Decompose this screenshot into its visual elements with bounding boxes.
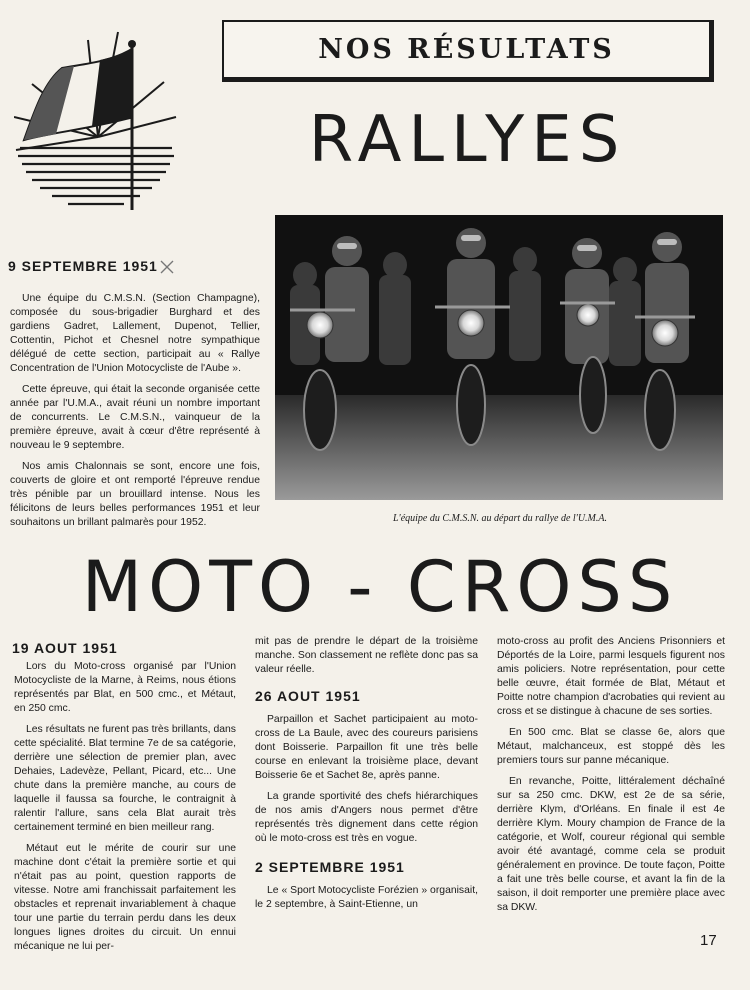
paragraph: Cette épreuve, qui était la seconde organisée cette année par l'U.M.A., avait réuni un nombre important de concurrents. Le C.M.S.N., vainqueur de la première épreuve, avait à cœur d'être représenté à nouveau le 9 septembre. bbox=[10, 384, 260, 451]
motocross-title: MOTO - CROSS bbox=[81, 546, 679, 628]
paragraph: Métaut eut le mérite de courir sur une machine dont c'était la première sortie et qui n'était pas au point, question rapports de vitesse. Notre ami franchissait parfaitement les obstacles et reprenait invariablement à chaque tour une partie du terrain perdu dans les deux longues lignes droites du circuit. Un ennui mécanique ne lui per- bbox=[14, 843, 236, 952]
motocross-date-heading: 26 AOUT 1951 bbox=[255, 688, 361, 704]
paragraph: Nos amis Chalonnais se sont, encore une fois, couverts de gloire et ont remporté l'épreuve rendue très pénible par un brouillard intense. Nous les félicitons de leurs belles performances 1951 et leur souhaitons un brillant palmarès pour 1952. bbox=[10, 461, 260, 528]
paragraph: La grande sportivité des chefs hiérarchiques de nos amis d'Angers nous permet d'être représentés très dignement dans cette région où le moto-cross est très en vogue. bbox=[255, 791, 478, 844]
rallyes-title: RALLYES bbox=[308, 103, 627, 177]
paragraph: Le « Sport Motocycliste Forézien » organisait, le 2 septembre, à Saint-Etienne, un bbox=[255, 885, 478, 910]
motocross-date-heading: 2 SEPTEMBRE 1951 bbox=[255, 859, 405, 875]
section-header-box bbox=[222, 20, 714, 82]
section-header-title: NOS RÉSULTATS bbox=[318, 34, 615, 65]
motocross-column-2 bbox=[255, 635, 478, 919]
motocross-date-heading: 19 AOUT 1951 bbox=[12, 640, 118, 656]
motocross-column-3 bbox=[497, 635, 725, 922]
rallye-team-photo bbox=[275, 215, 723, 500]
page-number: 17 bbox=[700, 932, 717, 949]
paragraph: Parpaillon et Sachet participaient au moto-cross de La Baule, avec des coureurs parisiens dont Boisserie. Parpaillon fit une très belle course en enlevant la troisième place, devant Boisserie 6e et Sachet 8e, après panne. bbox=[255, 714, 478, 781]
paragraph: moto-cross au profit des Anciens Prisonniers et Déportés de la Loire, parmi lesquels figurent nos amis policiers. Notre représentation, pour cette belle œuvre, était formée de Blat, Métaut et Poitte notre champion d'acrobaties qui revient au cross et se distingue à chacune de ses sorties. bbox=[497, 636, 725, 717]
flag-emblem-logo bbox=[14, 22, 179, 217]
rallye-article-text bbox=[10, 292, 260, 537]
paragraph: Lors du Moto-cross organisé par l'Union Motocycliste de la Marne, à Reims, nous étions représentés par Blat, en 500 cmc., et Métaut, en 250 cmc. bbox=[14, 661, 236, 714]
paragraph: En revanche, Poitte, littéralement déchaîné sur sa 250 cmc. DKW, est 2e de sa série, derrière Klym, d'Orléans. En finale il est 4e derrière Klym. Moury champion de France de la catégorie, et Wolf, coureur régional qui semble avoir été avantagé, comme cela se produit généralement en province. De toute façon, Poitte a fait une très belle course, et avant la fin de la saison, il doit remporter une première place avec sa DKW. bbox=[497, 776, 725, 913]
motocross-column-1 bbox=[14, 660, 236, 961]
photo-caption: L'équipe du C.M.S.N. au départ du rallye de l'U.M.A. bbox=[393, 513, 607, 524]
pen-mark-icon bbox=[158, 258, 178, 276]
paragraph: mit pas de prendre le départ de la troisième manche. Son classement ne reflète donc pas sa valeur réelle. bbox=[255, 636, 478, 675]
paragraph: En 500 cmc. Blat se classe 6e, alors que Métaut, malchanceux, est stoppé dès les premiers tours sur panne mécanique. bbox=[497, 727, 725, 766]
rallye-date-heading: 9 SEPTEMBRE 1951 bbox=[8, 258, 158, 274]
paragraph: Les résultats ne furent pas très brillants, dans cette spécialité. Blat termine 7e de sa catégorie, derrière une sélection de premier plan, avec Dehaies, Ladevèze, Pellant, Picard, etc... Une chute dans la première manche, au cours de laquelle il faussa sa fourche, le contraignit à ralentir l'allure, sans cela Blat aurait très certainement terminé en bien meilleur rang. bbox=[14, 724, 236, 833]
paragraph: Une équipe du C.M.S.N. (Section Champagne), composée du sous-brigadier Burghard et des gardiens Gadret, Lallement, Dupenot, Tellier, Cottentin, Pichot et Chesnel notre sympathique délégué de cette section, participait au « Rallye Concentration de l'Union Motocycliste de l'Aube ». bbox=[10, 293, 260, 374]
